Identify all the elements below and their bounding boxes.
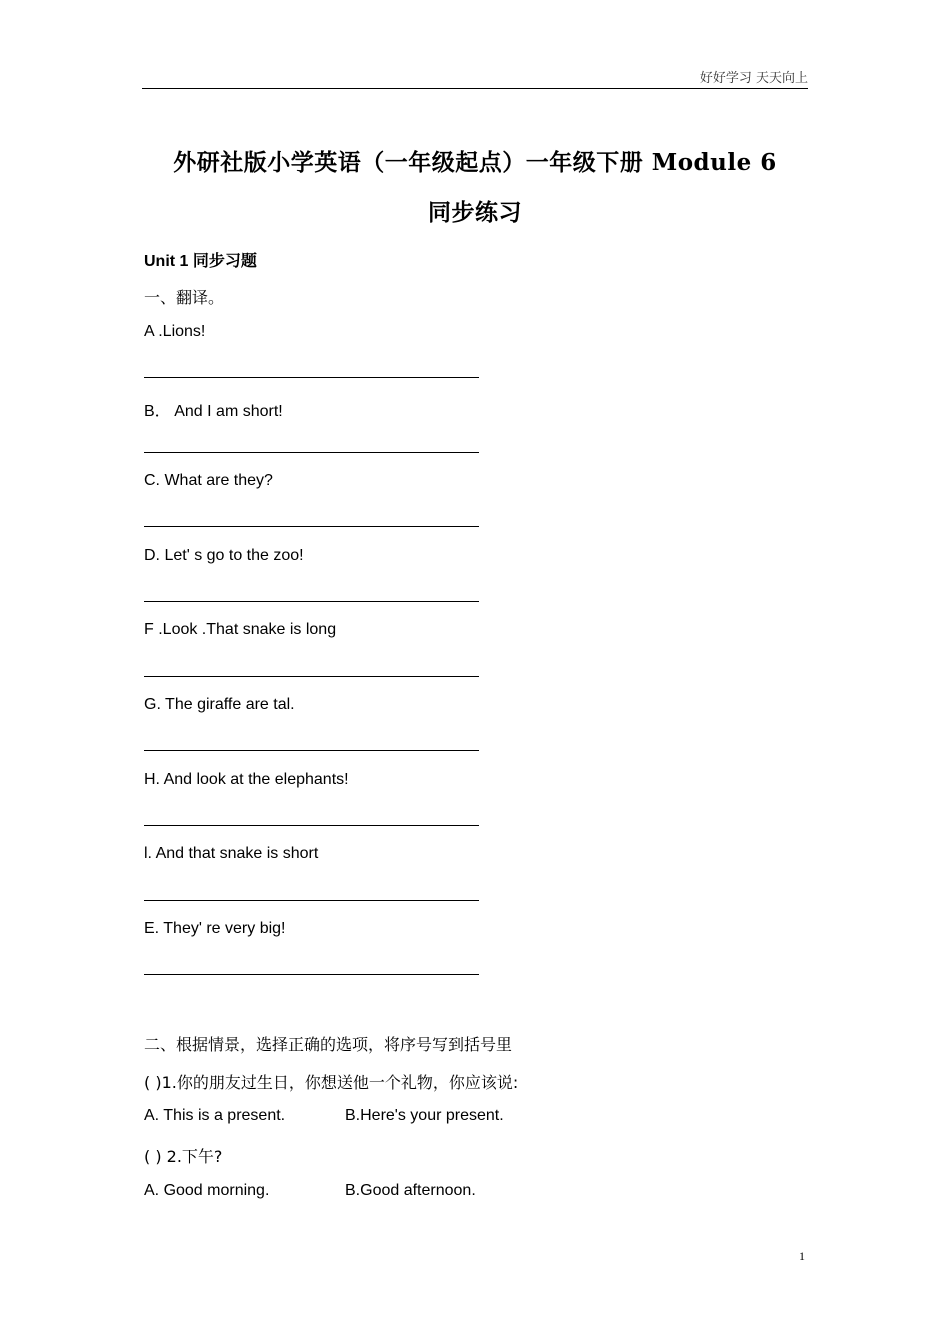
answer-line bbox=[144, 825, 479, 826]
question-1-option-b: B.Here's your present. bbox=[345, 1107, 504, 1124]
header-divider bbox=[142, 88, 808, 89]
answer-line bbox=[144, 526, 479, 527]
answer-line bbox=[144, 900, 479, 901]
translation-item: B． And I am short! bbox=[144, 403, 283, 420]
answer-line bbox=[144, 974, 479, 975]
section1-heading: 一、翻译。 bbox=[144, 288, 225, 307]
document-title-line1: 外研社版小学英语（一年级起点）一年级下册 Module 6 bbox=[173, 149, 777, 176]
unit-heading: Unit 1 同步习题 bbox=[144, 253, 257, 270]
translation-item: l. And that snake is short bbox=[144, 845, 319, 862]
answer-line bbox=[144, 377, 479, 378]
answer-line bbox=[144, 601, 479, 602]
question-1-option-a: A. This is a present. bbox=[144, 1107, 286, 1124]
header-motto: 好好学习 天天向上 bbox=[699, 71, 808, 86]
answer-line bbox=[144, 676, 479, 677]
page-number: 1 bbox=[799, 1249, 805, 1263]
translation-item: D. Let' s go to the zoo! bbox=[144, 547, 304, 564]
translation-item: C. What are they? bbox=[144, 472, 273, 489]
translation-item: G. The giraffe are tal. bbox=[144, 696, 295, 713]
question-2-option-b: B.Good afternoon. bbox=[345, 1182, 476, 1199]
translation-item: E. They' re very big! bbox=[144, 920, 286, 937]
question-2: ( ) 2.下午? bbox=[144, 1147, 223, 1166]
question-2-option-a: A. Good morning. bbox=[144, 1182, 270, 1199]
question-1: ( )1.你的朋友过生日，你想送他一个礼物，你应该说: bbox=[144, 1073, 519, 1092]
translation-item: A .Lions! bbox=[144, 323, 206, 340]
section2-heading: 二、根据情景，选择正确的选项，将序号写到括号里 bbox=[144, 1035, 513, 1054]
document-title-line2: 同步练习 bbox=[428, 199, 522, 226]
answer-line bbox=[144, 750, 479, 751]
translation-item: F .Look .That snake is long bbox=[144, 621, 337, 638]
translation-item: H. And look at the elephants! bbox=[144, 771, 349, 788]
answer-line bbox=[144, 452, 479, 453]
